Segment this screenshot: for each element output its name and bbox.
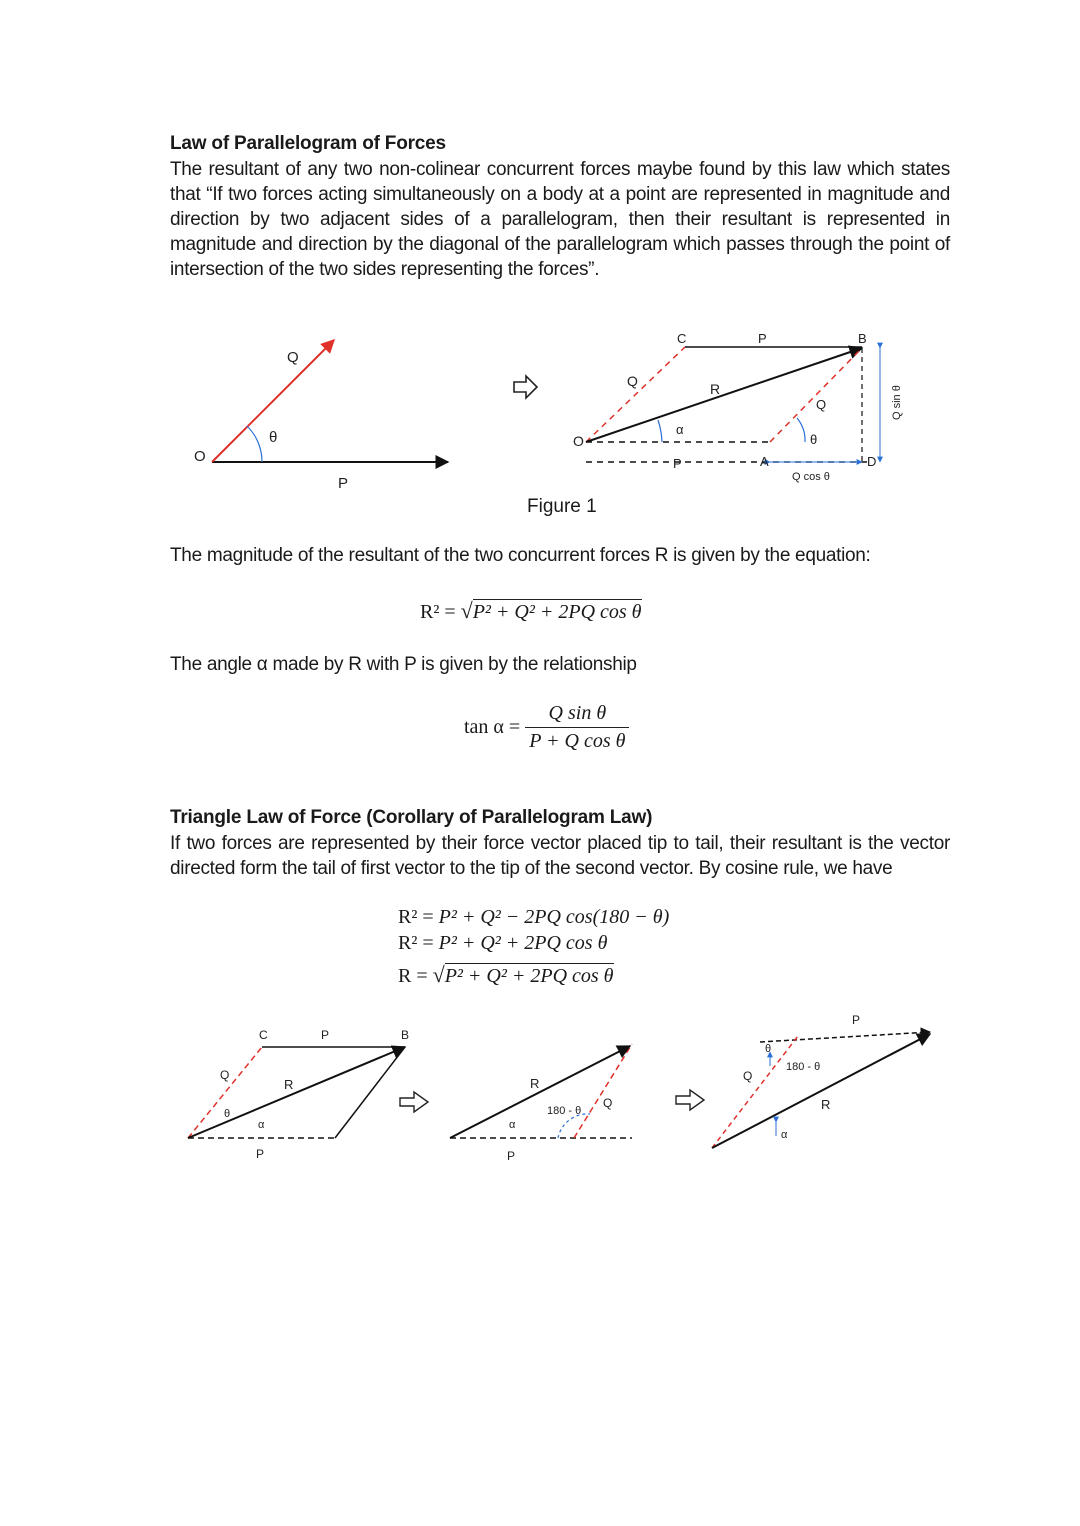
eq-t3-lhs: R = — [398, 965, 428, 987]
t-label-q: Q — [603, 1096, 613, 1110]
eq-angle-fraction — [525, 702, 629, 753]
p1-label-p-bottom: P — [256, 1147, 265, 1161]
alpha-arc — [658, 420, 662, 442]
eq-t1-rhs: P² + Q² − 2PQ cos(180 − θ) — [438, 906, 670, 928]
t-label-p: P — [507, 1149, 516, 1163]
t-label-supp: 180 - θ — [547, 1105, 582, 1117]
eq-t3-rhs: P² + Q² + 2PQ cos θ — [444, 965, 614, 987]
p1-label-p: P — [321, 1028, 330, 1042]
p1-label-c: C — [259, 1028, 268, 1042]
p1-label-b: B — [401, 1028, 410, 1042]
label-c: C — [677, 331, 687, 346]
label-p: P — [338, 475, 349, 492]
vector-r — [586, 348, 862, 442]
equation-magnitude — [420, 598, 642, 624]
figure-2-diagram — [0, 1010, 1080, 1170]
equation-angle — [464, 702, 629, 753]
eq-magnitude-lhs: R² = — [420, 601, 456, 623]
figure-1-diagram — [0, 320, 1080, 520]
t-label-alpha: α — [509, 1119, 516, 1131]
rt-label-supp: 180 - θ — [786, 1061, 821, 1073]
figure-1-caption: Figure 1 — [527, 496, 597, 517]
t-q-dashed — [574, 1044, 632, 1138]
eq-t1-lhs: R² = — [398, 906, 434, 928]
vector-q-dashed — [586, 347, 685, 442]
label-theta: θ — [269, 429, 278, 446]
sqrt-symbol-2: √ — [432, 962, 445, 987]
t-label-r: R — [530, 1076, 540, 1091]
section-body-triangle: If two forces are represented by their force vector placed tip to tail, their resultant is the vector directed form the tail of first vector to the tip of the second vector. By cosine rule, we have — [170, 833, 950, 879]
rt-r — [712, 1034, 930, 1148]
label-r: R — [710, 381, 721, 397]
arrow-icon-2 — [400, 1092, 428, 1112]
section-title-triangle: Triangle Law of Force (Corollary of Parallelogram Law) — [170, 807, 653, 828]
rt-label-p: P — [852, 1013, 861, 1027]
eq-angle-den: P + Q cos θ — [529, 730, 626, 752]
label-p-top: P — [758, 331, 767, 346]
label-q: Q — [287, 349, 299, 366]
label-d: D — [867, 454, 877, 469]
eq-angle-lhs: tan α = — [464, 716, 521, 738]
equation-triangle-1 — [398, 906, 669, 929]
arrow-icon — [514, 376, 537, 398]
text-angle: The angle α made by R with P is given by the relationship — [170, 654, 637, 675]
eq-t2-lhs: R² = — [398, 932, 434, 954]
label-q-cos: Q cos θ — [792, 471, 830, 483]
p1-label-alpha: α — [258, 1119, 265, 1131]
p1-q-dashed — [188, 1047, 262, 1138]
eq-t2-rhs: P² + Q² + 2PQ cos θ — [438, 932, 608, 954]
t-supp-arc — [558, 1114, 590, 1138]
equation-triangle-3 — [398, 962, 614, 988]
label-alpha: α — [676, 422, 684, 437]
p1-label-theta: θ — [224, 1108, 231, 1120]
label-o2: O — [573, 433, 584, 449]
label-q2: Q — [627, 373, 638, 389]
section-body-parallelogram: The resultant of any two non-colinear concurrent forces maybe found by this law which states that “If two forces acting simultaneously on a body at a point are represented in magnitude and direction by two adjacent sides of a parallelogram, then their resultant is represented in magnitude and direction by the diagonal of the parallelogram which passes through the point of intersection of the two sides representing the forces”. — [170, 159, 950, 280]
theta-arc-right — [797, 418, 805, 442]
sqrt-symbol: √ — [460, 598, 473, 623]
p1-label-q: Q — [220, 1068, 230, 1082]
theta-arc — [247, 426, 262, 462]
label-q3: Q — [816, 397, 827, 412]
rt-p-dashed — [760, 1032, 930, 1042]
rt-label-q: Q — [743, 1069, 753, 1083]
label-theta2: θ — [810, 432, 818, 447]
label-a: A — [760, 454, 769, 469]
label-p-bottom: P — [673, 456, 682, 471]
eq-magnitude-rhs: P² + Q² + 2PQ cos θ — [472, 601, 642, 623]
text-magnitude: The magnitude of the resultant of the two concurrent forces R is given by the equation: — [170, 545, 871, 566]
arrow-icon-3 — [676, 1090, 704, 1110]
rt-label-theta: θ — [765, 1043, 772, 1055]
equation-triangle-2 — [398, 932, 607, 955]
label-o: O — [194, 448, 206, 465]
label-b: B — [858, 331, 867, 346]
rt-label-alpha: α — [781, 1129, 788, 1141]
label-q-sin: Q sin θ — [891, 385, 903, 420]
p1-r — [188, 1047, 405, 1138]
p1-label-r: R — [284, 1077, 294, 1092]
rt-label-r: R — [821, 1097, 831, 1112]
section-title-parallelogram: Law of Parallelogram of Forces — [170, 133, 446, 154]
eq-angle-num: Q sin θ — [525, 702, 629, 728]
